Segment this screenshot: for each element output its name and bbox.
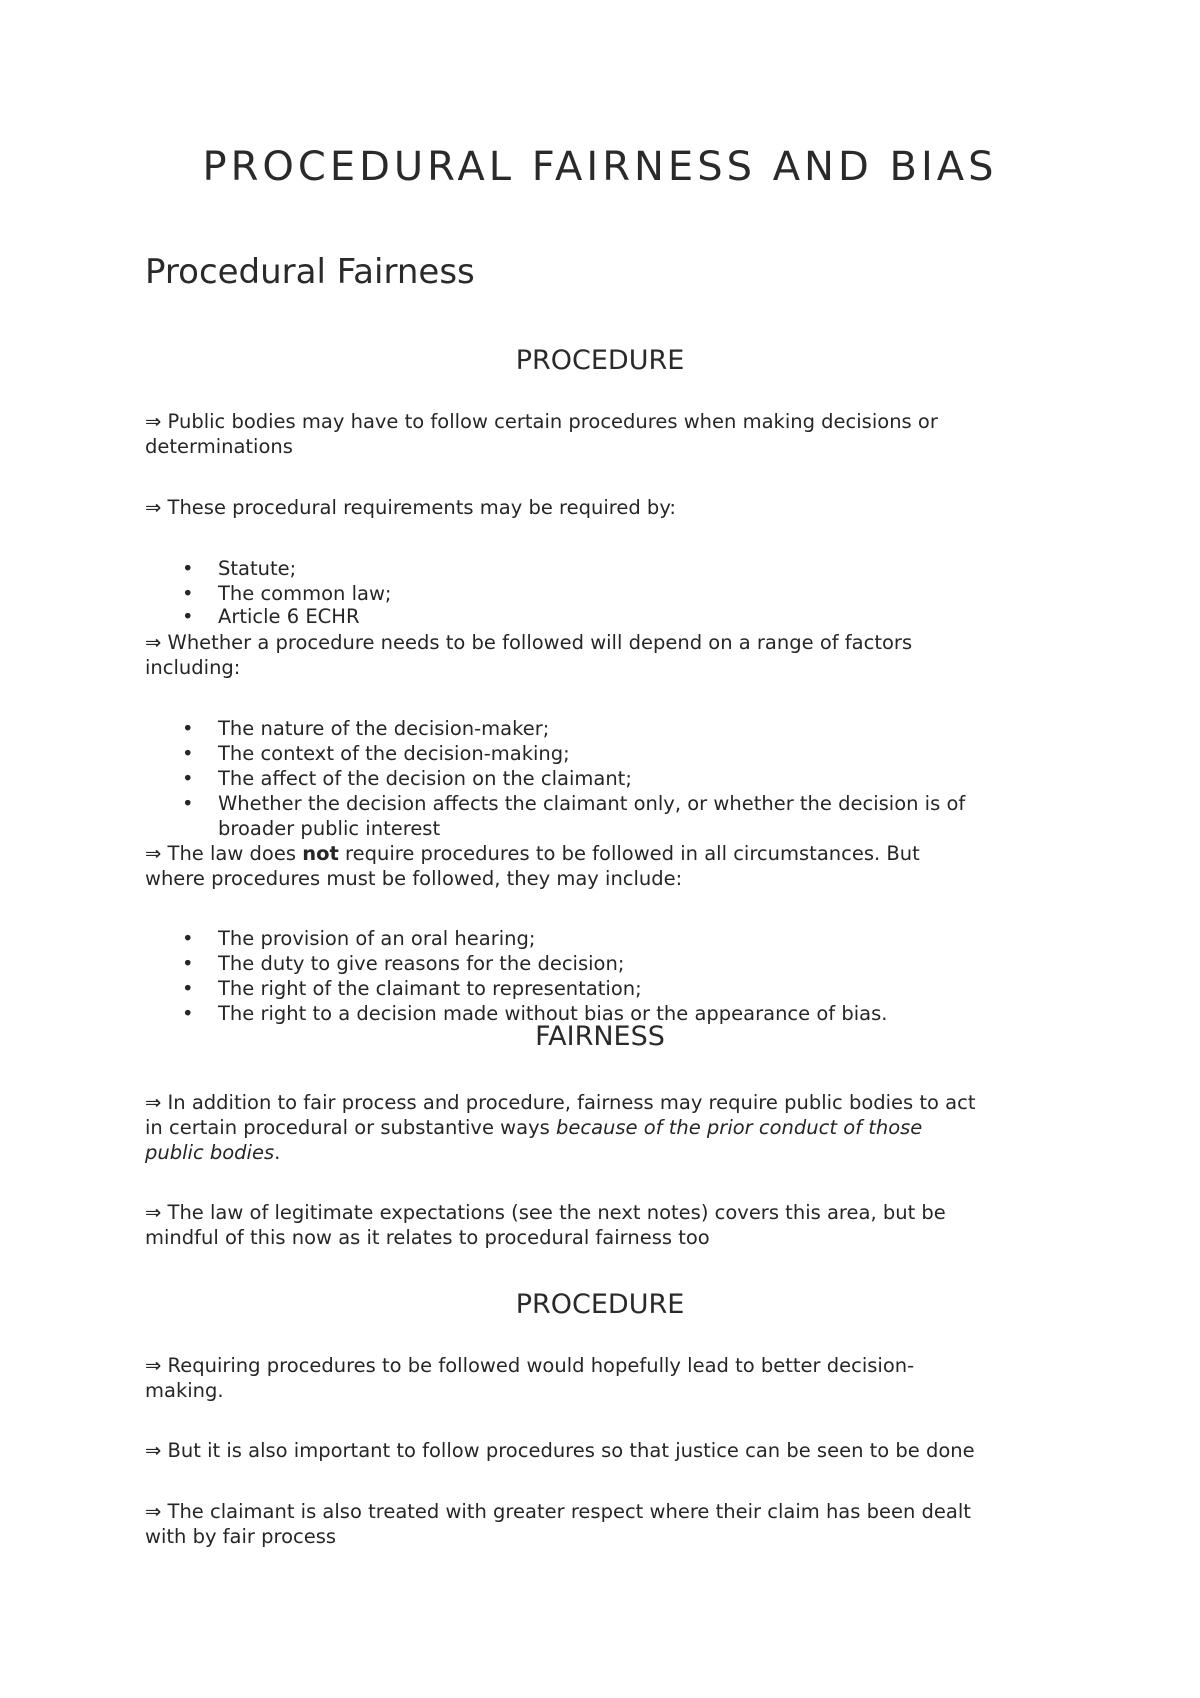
paragraph-line: ⇒ Whether a procedure needs to be followed will depend on a range of factors (145, 631, 913, 654)
bullet-icon: • (182, 952, 194, 975)
list-item: Article 6 ECHR (218, 605, 360, 628)
document-title: PROCEDURAL FAIRNESS AND BIAS (202, 144, 998, 190)
paragraph-line: mindful of this now as it relates to procedural fairness too (145, 1226, 710, 1249)
paragraph-line: ⇒ These procedural requirements may be required by: (145, 496, 677, 519)
paragraph-line: determinations (145, 435, 293, 458)
paragraph-line: ⇒ But it is also important to follow procedures so that justice can be seen to be done (145, 1439, 975, 1462)
subheading-procedure-2: PROCEDURE (515, 1289, 685, 1320)
bullet-icon: • (182, 717, 194, 740)
subheading-procedure: PROCEDURE (515, 345, 685, 376)
paragraph-line: ⇒ The law of legitimate expectations (see the next notes) covers this area, but be (145, 1201, 946, 1224)
paragraph-line: ⇒ Requiring procedures to be followed would hopefully lead to better decision- (145, 1354, 915, 1377)
bullet-icon: • (182, 582, 194, 605)
paragraph-line: ⇒ In addition to fair process and procedure, fairness may require public bodies to act (145, 1091, 976, 1114)
list-item: The nature of the decision-maker; (218, 717, 550, 740)
paragraph-line: where procedures must be followed, they may include: (145, 867, 683, 890)
list-item: The context of the decision-making; (218, 742, 570, 765)
paragraph-line: ⇒ The claimant is also treated with greater respect where their claim has been dealt (145, 1500, 971, 1523)
emphasis-italic: because of the prior conduct of those (555, 1116, 923, 1139)
list-item: The provision of an oral hearing; (218, 927, 536, 950)
bullet-icon: • (182, 557, 194, 580)
list-item: Statute; (218, 557, 297, 580)
list-item: Whether the decision affects the claimant only, or whether the decision is of (218, 792, 966, 815)
list-item: The right of the claimant to representation; (218, 977, 642, 1000)
list-item: The duty to give reasons for the decision; (218, 952, 625, 975)
emphasis-italic: public bodies (145, 1141, 275, 1164)
paragraph-line: making. (145, 1379, 224, 1402)
paragraph-line: in certain procedural or substantive ways because of the prior conduct of those (145, 1116, 923, 1139)
subheading-fairness: FAIRNESS (535, 1021, 665, 1052)
paragraph-line: including: (145, 656, 241, 679)
paragraph-line: with by fair process (145, 1525, 337, 1548)
bullet-icon: • (182, 742, 194, 765)
section-heading: Procedural Fairness (145, 252, 475, 292)
bullet-icon: • (182, 605, 194, 628)
list-item: The affect of the decision on the claimant; (218, 767, 632, 790)
bullet-icon: • (182, 1002, 194, 1025)
bullet-icon: • (182, 927, 194, 950)
paragraph-line: public bodies. (145, 1141, 281, 1164)
paragraph-line: ⇒ Public bodies may have to follow certain procedures when making decisions or (145, 410, 938, 433)
paragraph-line: ⇒ The law does not require procedures to be followed in all circumstances. But (145, 842, 920, 865)
list-item: The right to a decision made without bias or the appearance of bias. (218, 1002, 888, 1025)
bullet-icon: • (182, 977, 194, 1000)
bullet-icon: • (182, 792, 194, 815)
list-item-continuation: broader public interest (218, 817, 441, 840)
bullet-icon: • (182, 767, 194, 790)
emphasis-bold: not (302, 842, 339, 865)
list-item: The common law; (218, 582, 392, 605)
